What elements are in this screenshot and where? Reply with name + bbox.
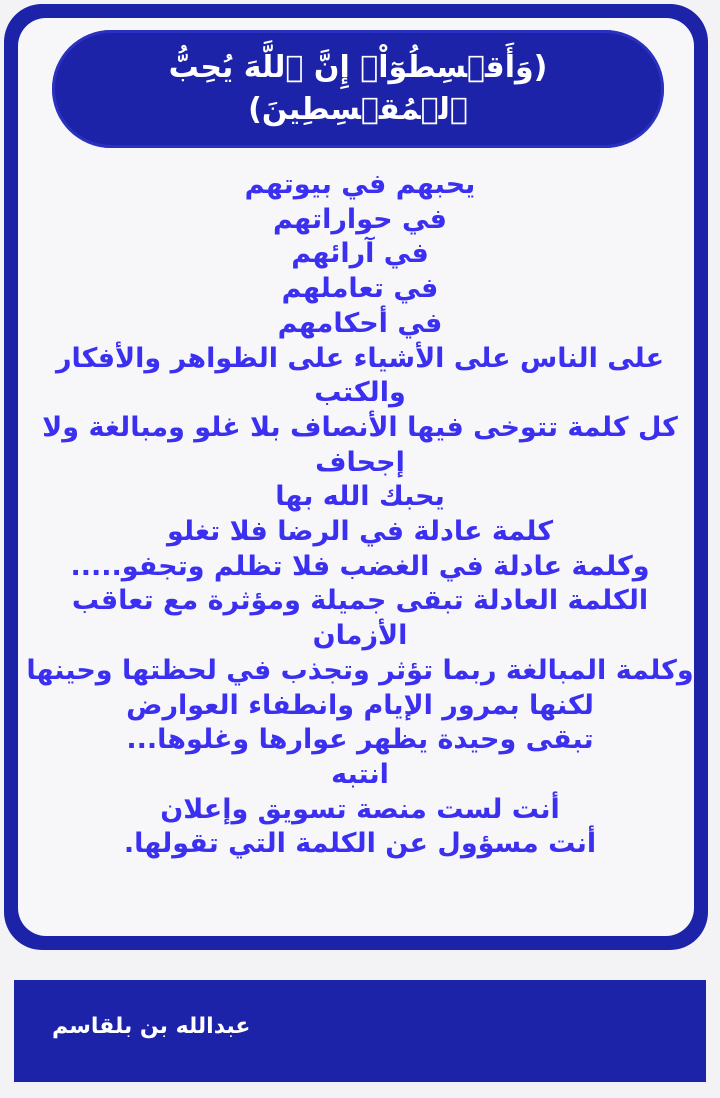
verse-banner	[52, 30, 664, 148]
quran-verse: (وَأَقۡسِطُوٓاْۖ إِنَّ ٱللَّهَ يُحِبُّ ٱلۡمُقۡسِطِينَ)	[168, 50, 548, 127]
text-line: تبقى وحيدة يظهر عوارها وغلوها...	[126, 724, 594, 756]
text-line: في تعاملهم	[281, 273, 439, 305]
text-line: أنت مسؤول عن الكلمة التي تقولها.	[123, 828, 597, 860]
text-line: كل كلمة تتوخى فيها الأنصاف بلا غلو ومبالغة ولا إجحاف	[42, 411, 678, 478]
text-line: على الناس على الأشياء على الظواهر والأفكار والكتب	[55, 342, 665, 409]
text-line: انتبه	[331, 758, 389, 790]
text-line: في أحكامهم	[277, 307, 443, 339]
text-line: لكنها بمرور الإيام وانطفاء العوارض	[126, 689, 594, 721]
text-line: أنت لست منصة تسويق وإعلان	[160, 793, 560, 825]
text-line: في آرائهم	[291, 238, 429, 270]
text-line: يحبهم في بيوتهم	[244, 169, 476, 200]
text-line: يحبك الله بها	[275, 481, 445, 513]
author-footer	[14, 980, 706, 1082]
author-name: عبدالله بن بلقاسم	[52, 1014, 251, 1039]
text-line: وكلمة عادلة في الغضب فلا تظلم وتجفو.....	[70, 550, 650, 582]
text-line: كلمة عادلة في الرضا فلا تغلو	[166, 516, 554, 548]
text-line: في حواراتهم	[273, 203, 447, 235]
post-text	[26, 168, 694, 862]
text-line: وكلمة المبالغة ربما تؤثر وتجذب في لحظتها وحينها	[26, 654, 694, 686]
text-line: الكلمة العادلة تبقى جميلة ومؤثرة مع تعاقب الأزمان	[71, 585, 649, 652]
